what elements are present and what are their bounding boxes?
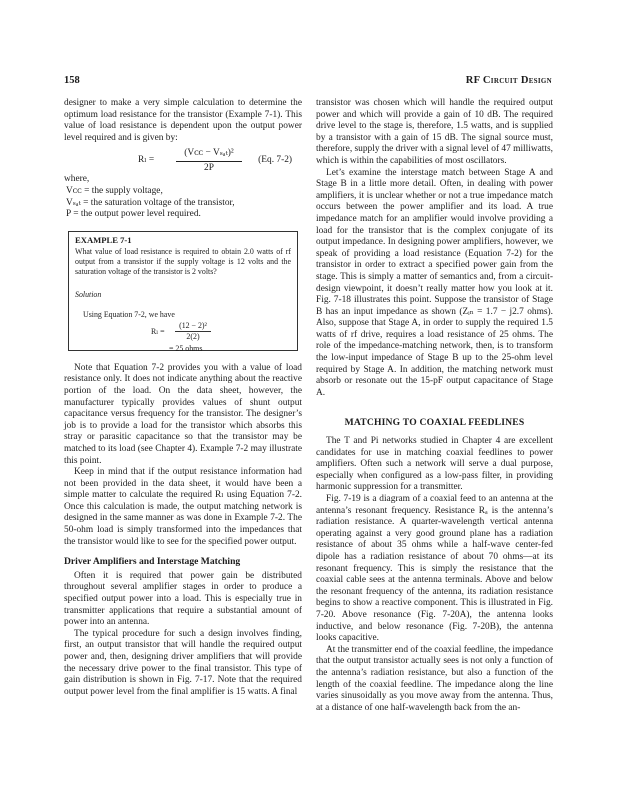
equation-lhs: Rₗ = — [138, 155, 155, 166]
definition-item: Vₛₐₜ = the saturation voltage of the transistor, — [66, 197, 235, 208]
example-equation-denominator: 2(2) — [186, 331, 200, 341]
page-header — [64, 74, 552, 88]
paragraph: Fig. 7-19 is a diagram of a coaxial feed to an antenna at the antenna’s resonant frequency. Resistance Rₐ is the antenna’s radiation resistance. A quarter-wavelength vertical antenna operating against a very good ground plane has a radiation resistance of about 35 ohms while a half-wave center-fed dipole has a radiation resistance of about 70 ohms—at its resonant frequency. This is simply the resistance that the coaxial cable sees at the antenna terminals. Above and below the resonant frequency of the antenna, its radiation resistance begins to show a reactive component. This is illustrated in Fig. 7-20. Above resonance (Fig. 7-20A), the antenna looks inductive, and below resonance (Fig. 7-20B), the antenna looks capacitive. — [316, 494, 553, 644]
equation-tag: (Eq. 7-2) — [258, 155, 292, 166]
example-question: What value of load resistance is required to obtain 2.0 watts of rf output from a transistor if the supply voltage is 12 volts and the saturation voltage of the transistor is 2 volts? — [75, 247, 291, 276]
page-number: 158 — [64, 75, 80, 86]
example-equation-lhs: Rₗ = — [151, 327, 165, 337]
example-using-text: Using Equation 7-2, we have — [83, 309, 175, 319]
example-equation-fraction — [175, 321, 211, 341]
definition-list — [64, 186, 302, 221]
paragraph: At the transmitter end of the coaxial feedline, the impedance that the output transistor actually sees is not only a function of the antenna’s radiation resistance, but also a function of the length of the coaxial feedline. The impedance along the line varies sinusoidally as you move away from the antenna. Thus, at a distance of one half-wavelength back from the an- — [316, 644, 553, 713]
paragraph: The typical procedure for such a design involves finding, first, an output transistor that will handle the required output power and, then, designing driver amplifiers that will provide the necessary drive power to the final transistor. This type of gain distribution is shown in Fig. 7-17. Note that the required output power level from the final amplifier is 15 watts. A final — [64, 628, 302, 697]
equation-denominator: 2P — [204, 162, 214, 173]
right-column — [316, 98, 553, 714]
paragraph: Note that Equation 7-2 provides you with a value of load resistance only. It does not indicate anything about the reactive portion of the load. On the data sheet, however, the manufacturer typically provides values of shunt output capacitance versus frequency for the transistor. The designer’s job is to provide a load for the transistor which absorbs this stray or parasitic capacitance so that the transistor may be matched to its load (see Chapter 4). Example 7-2 may illustrate this point. — [64, 362, 302, 466]
running-title: RF Circuit Design — [465, 75, 552, 86]
paragraph: The T and Pi networks studied in Chapter 4 are excellent candidates for use in matching coaxial feedlines to power amplifiers. Often such a network will serve a dual purpose, especially when configured as a low-pass filter, in providing harmonic suppression for a transmitter. — [316, 436, 553, 493]
paragraph: Keep in mind that if the output resistance information had not been provided in the data sheet, it would have been a simple matter to calculate the required Rₗ using Equation 7-2. Once this calculation is made, the output matching network is designed in the same manner as was done in Example 7-2. The 50-ohm load is simply transformed into the impedances that the transistor would like to see for the specified power output. — [64, 467, 302, 547]
definition-item: Vᴄᴄ = the supply voltage, — [66, 185, 163, 196]
paragraph: Let’s examine the interstage match between Stage A and Stage B in a little more detail. Often, in dealing with power amplifiers, it is unclear whether or not a true impedance match occurs between the power amplifier and its load. A true impedance match for an amplifier would involve providing a load for the transistor that is the complex conjugate of its output impedance. In designing power amplifiers, however, we speak of providing a load resistance (Equation 7-2) for the transistor in order to extract a specified power gain from the stage. This is simply a matter of semantics and, from a circuit-design viewpoint, it doesn’t really matter how you look at it. Fig. 7-18 illustrates this point. Suppose the transistor of Stage B has an input impedance as shown (Zᵢₙ = 1.7 − j2.7 ohms). Also, suppose that Stage A, in order to supply the required 1.5 watts of rf drive, requires a load resistance of 25 ohms. The role of the impedance-matching network, then, is to transform the low-input impedance of Stage B up to the 25-ohm level required by Stage A. In addition, the matching network must absorb or resonate out the 15-pF output capacitance of Stage A. — [316, 167, 553, 398]
equation-7-2 — [64, 148, 302, 172]
spacer — [316, 399, 553, 408]
example-solution-label: Solution — [75, 290, 102, 300]
example-box — [68, 231, 298, 354]
section-subheading: Driver Amplifiers and Interstage Matching — [64, 556, 241, 568]
paragraph: transistor was chosen which will handle the required output power and which will provide a gain of 10 dB. The required drive level to the stage is, therefore, 1.5 watts, and is supplied by a transistor with a gain of 15 dB. The signal source must, therefore, supply the driver with a signal level of 47 milliwatts, which is within the capabilities of most oscillators. — [316, 98, 553, 166]
equation-fraction — [176, 148, 242, 174]
example-equation-numerator: (12 − 2)² — [175, 321, 211, 332]
left-column — [64, 98, 302, 698]
example-equation — [75, 321, 291, 354]
paragraph: Often it is required that power gain be distributed throughout several amplifier stages in order to produce a specified output power into a load. This is especially true in transmitter applications that require a substantial amount of power into an antenna. — [64, 570, 302, 628]
where-label: where, — [64, 174, 90, 185]
equation-numerator: (Vᴄᴄ − Vₛₐₜ)² — [176, 148, 242, 162]
example-result: = 25 ohms — [169, 344, 203, 354]
paragraph: designer to make a very simple calculation to determine the optimum load resistance for the transistor (Example 7-1). This value of load resistance is dependent upon the output power level required and is given by: — [64, 98, 302, 143]
definition-item: P = the output power level required. — [66, 209, 201, 220]
example-title: EXAMPLE 7-1 — [75, 234, 132, 245]
section-heading: MATCHING TO COAXIAL FEEDLINES — [344, 417, 525, 429]
